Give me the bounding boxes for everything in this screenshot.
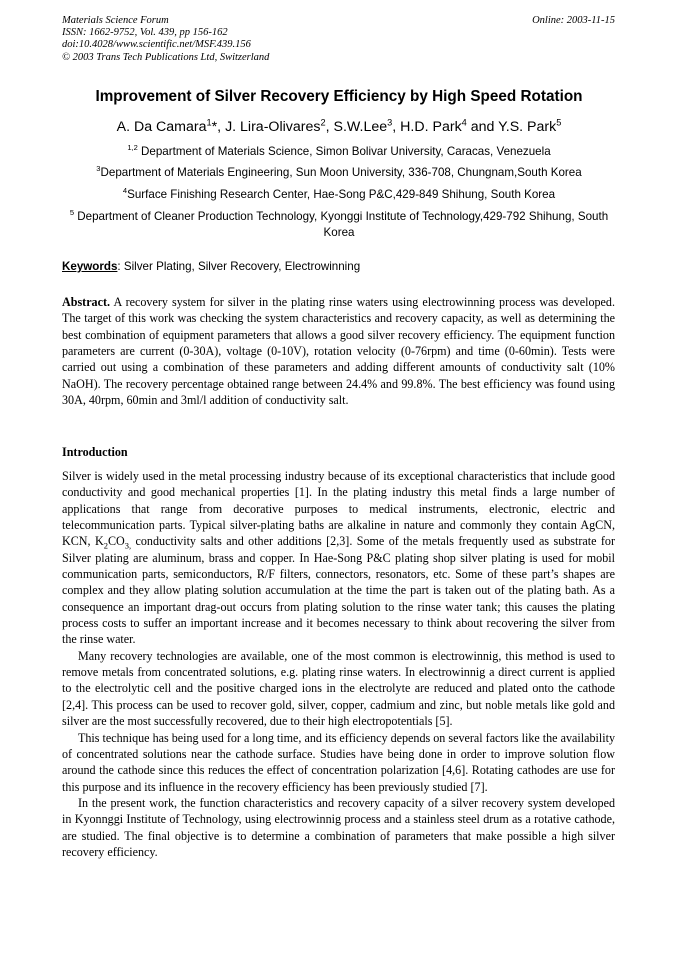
issn-line: ISSN: 1662-9752, Vol. 439, pp 156-162 [62,27,228,39]
abstract-text: A recovery system for silver in the plating rinse waters using electrowinning process was developed. The target of this work was checking the system characteristics and recovery capacity, as well as determining the best combination of equipment parameters that allows a good silver recovery efficiency. The equipment function parameters are current (0-30A), voltage (0-10V), rotation velocity (0-76rpm) and time (0-60min). Tests were carried out using a combination of these parameters and adding different amounts of conductivity salt (10% NaOH). The recovery percentage obtained range between 24.4% and 99.8%. The best efficiency was found using 30A, 40rpm, 60min and 3ml/l addition of conductivity salt. [62,295,615,408]
p1-subscript: 3, [124,540,132,551]
doi-line[interactable]: doi:10.4028/www.scientific.net/MSF.439.156 [62,39,251,51]
author-separator: , [325,119,334,135]
affiliation-marker: 4 [122,186,128,196]
affiliation-marker: 4 [461,117,467,128]
affiliation-marker: 2 [320,117,326,128]
intro-paragraph-2: Many recovery technologies are available, one of the most common is electrowinnig, this method is used to remove metals from concentrated solutions, e.g. plating rinse waters. In electrowinnig a direct current is applied to the electrolytic cell and the positive charged ions in the electrolyte are reduced and plated onto the cathode [2,4]. This process can be used to recover gold, silver, copper, cadmium and zinc, but noble metals like gold and silver are the most successfully recovered, due to their high electropotentials [5]. [62,648,615,729]
keywords-label: Keywords [62,260,118,273]
author-name: A. Da Camara [116,119,207,135]
affiliation-marker: 5 [69,208,75,218]
copyright-line: © 2003 Trans Tech Publications Ltd, Switzerland [62,51,270,63]
affiliation-marker: 1,2 [127,143,138,153]
keywords-line [62,260,360,273]
affiliation-4 [60,209,618,241]
journal-name: Materials Science Forum [62,15,169,26]
journal-header [62,15,269,64]
author-name: J. Lira-Olivares [225,119,321,135]
affiliation-marker: 5 [556,117,562,128]
author-list [0,119,678,135]
author-separator: *, [211,119,226,135]
intro-paragraph-3: This technique has being used for a long time, and its efficiency depends on several factors like the availability of concentrated solutions near the cathode surface. Studies have being done in order to improve solution flow around the cathode since this reduces the effect of concentration polarization [4,6]. Rotating cathodes are use for this purpose and its influence in the recovery efficiency has been previously studied [7]. [62,730,615,794]
affiliation-2 [60,165,618,181]
author-name: Y.S. Park [498,119,557,135]
author-name: S.W.Lee [333,119,388,135]
keywords-colon: : [117,260,121,273]
intro-paragraph-4: In the present work, the function characteristics and recovery capacity of a silver recovery system developed in Kyonnggi Institute of Technology, using electrowinnig process and a stainless steel drum as a rotative cathode, are studied. The final objective is to determine a combination of parameters that make possible a high silver recovery efficiency. [62,795,615,859]
affiliation-marker: 1 [206,117,212,128]
affiliation-text: Surface Finishing Research Center, Hae-Song P&C,429-849 Shihung, South Korea [127,188,556,201]
affiliation-marker: 3 [387,117,393,128]
p1-text-a: Silver is widely used in the metal processing industry because of its exceptional characteristics that include good conductivity and good mechanical properties [1]. In the plating industry this metal finds a large number of applications that range from decorative purposes to medical instruments, electronic, electric and telecommunication parts. Typical silver-plating baths are alkaline in nature and commonly they contain AgCN, KCN, K [62,469,615,549]
affiliation-marker: 3 [96,164,101,174]
p1-text-c: conductivity salts and other additions [2,3]. Some of the metals frequently used as substrate for Silver plating are aluminum, brass and copper. In Hae-Song P&C plating shop silver plating is used for mobil communication parts, semiconductors, R/F filters, connectors, resonators, etc. Some of these part’s shapes are complex and they allow plating solution accumulation at the time the part is taken out of the plating bath. As a consequence an important drag-out occurs from plating solution to the rinse water tank; this causes the plating process costs to suffer an important increase and it becomes necessary to think about recovering the silver from the rinse water. [62,534,615,647]
online-date: Online: 2003-11-15 [532,15,615,26]
abstract [62,294,615,408]
paper-title: Improvement of Silver Recovery Efficiency by High Speed Rotation [95,88,583,105]
author-separator: and [466,119,499,135]
affiliation-1 [60,144,618,160]
author-name: H.D. Park [400,119,462,135]
affiliation-text: Department of Materials Science, Simon Bolivar University, Caracas, Venezuela [137,145,551,158]
abstract-label: Abstract. [62,295,111,309]
keywords-text: Silver Plating, Silver Recovery, Electrowinning [120,260,361,273]
p1-text-b: CO [107,534,125,549]
affiliation-3 [60,187,618,203]
affiliation-text: Department of Cleaner Production Technology, Kyonggi Institute of Technology,429-792 Shihung, South Korea [74,210,609,239]
introduction-body [62,468,615,860]
introduction-heading: Introduction [62,445,128,459]
intro-paragraph-1 [62,468,615,648]
p1-subscript: 2 [103,540,108,551]
affiliation-text: Department of Materials Engineering, Sun Moon University, 336-708, Chungnam,South Korea [100,166,582,179]
author-separator: , [392,119,401,135]
